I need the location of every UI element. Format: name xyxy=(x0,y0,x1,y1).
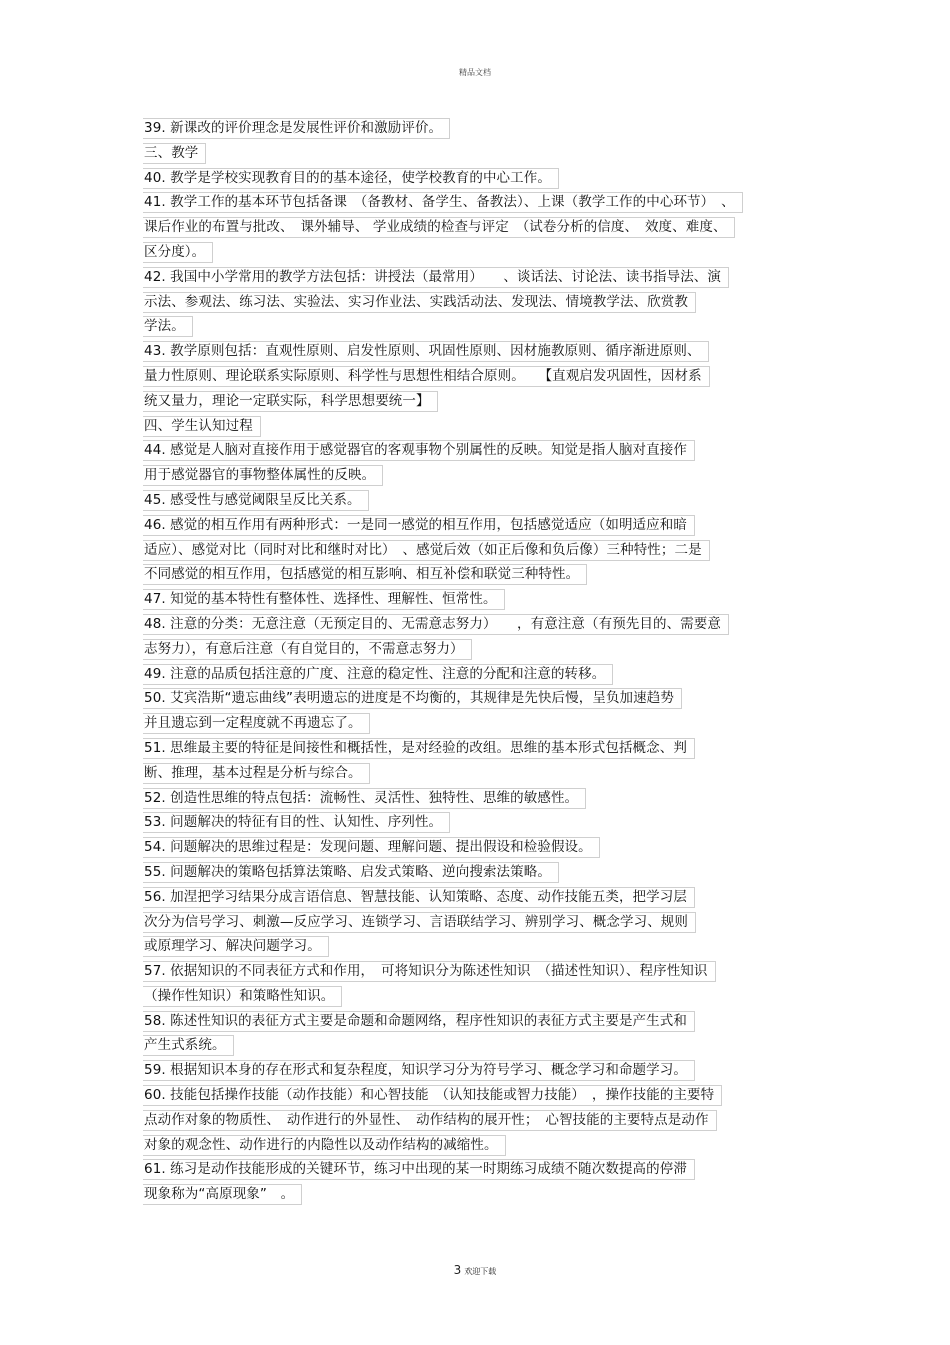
text-line xyxy=(143,588,808,613)
line-text: 47. 知觉的基本特性有整体性、选择性、理解性、恒常性。 xyxy=(144,591,497,608)
line-text: 45. 感受性与感觉阈限呈反比关系。 xyxy=(144,491,361,508)
line-text: 对象的观念性、动作进行的内隐性以及动作结构的减缩性。 xyxy=(144,1136,498,1153)
line-text: 52. 创造性思维的特点包括：流畅性、灵活性、独特性、思维的敏感性。 xyxy=(144,789,579,806)
text-line xyxy=(143,216,808,241)
line-text: 60. 技能包括操作技能（动作技能）和心智技能 （认知技能或智力技能） ，操作技能的主要特 xyxy=(144,1087,715,1104)
line-text: 产生式系统。 xyxy=(144,1037,226,1054)
text-line xyxy=(143,291,808,316)
line-text: 43. 教学原则包括：直观性原则、启发性原则、巩固性原则、因材施教原则、循序渐进原则、 xyxy=(144,343,701,360)
text-line xyxy=(143,836,808,861)
line-text: 51. 思维最主要的特征是间接性和概括性，是对经验的改组。思维的基本形式包括概念、判 xyxy=(144,739,687,756)
text-line xyxy=(143,1134,808,1159)
line-text: 课后作业的布置与批改、 课外辅导、 学业成绩的检查与评定 （试卷分析的信度、 效度、难度、 xyxy=(144,219,727,236)
line-text: 61. 练习是动作技能形成的关键环节，练习中出现的某一时期练习成绩不随次数提高的停滞 xyxy=(144,1161,687,1178)
line-text: 44. 感觉是人脑对直接作用于感觉器官的客观事物个别属性的反映。知觉是指人脑对直接作 xyxy=(144,442,687,459)
text-line xyxy=(143,365,808,390)
text-line xyxy=(143,687,808,712)
line-text: 56. 加涅把学习结果分成言语信息、智慧技能、认知策略、态度、动作技能五类，把学习层 xyxy=(144,888,687,905)
line-text: 59. 根据知识本身的存在形式和复杂程度，知识学习分为符号学习、概念学习和命题学习。 xyxy=(144,1062,687,1079)
line-text: 53. 问题解决的特征有目的性、认知性、序列性。 xyxy=(144,814,443,831)
document-body xyxy=(143,117,808,1208)
text-line xyxy=(143,712,808,737)
page-header: 精品文档 xyxy=(459,68,491,77)
text-line xyxy=(143,762,808,787)
text-line xyxy=(143,539,808,564)
line-text: 41. 教学工作的基本环节包括备课 （备教材、备学生、备教法）、上课（教学工作的中心环节） 、 xyxy=(144,194,735,211)
line-text: 现象称为“高原现象” 。 xyxy=(144,1186,295,1203)
line-text: 46. 感觉的相互作用有两种形式：一是同一感觉的相互作用，包括感觉适应（如明适应和暗 xyxy=(144,516,687,533)
text-line xyxy=(143,489,808,514)
line-text: 三、教学 xyxy=(144,144,199,161)
text-line xyxy=(143,985,808,1010)
line-text: 点动作对象的物质性、 动作进行的外显性、 动作结构的展开性； 心智技能的主要特点是动作 xyxy=(144,1111,709,1128)
text-line xyxy=(143,514,808,539)
line-text: 58. 陈述性知识的表征方式主要是命题和命题网络，程序性知识的表征方式主要是产生式和 xyxy=(144,1012,687,1029)
text-line xyxy=(143,1109,808,1134)
line-text: 55. 问题解决的策略包括算法策略、启发式策略、逆向搜索法策略。 xyxy=(144,863,551,880)
page-number: 3 xyxy=(453,1263,462,1277)
text-line xyxy=(143,1084,808,1109)
line-text: 42. 我国中小学常用的教学方法包括：讲授法（最常用） 、谈话法、讨论法、读书指导法、演 xyxy=(144,268,722,285)
text-line xyxy=(143,464,808,489)
text-line xyxy=(143,935,808,960)
line-text: 量力性原则、理论联系实际原则、科学性与思想性相结合原则。 【直观启发巩固性，因材系 xyxy=(144,367,702,384)
line-text: （操作性知识）和策略性知识。 xyxy=(144,987,335,1004)
text-line xyxy=(143,340,808,365)
line-text: 57. 依据知识的不同表征方式和作用， 可将知识分为陈述性知识 （描述性知识）、程序性知识 xyxy=(144,963,708,980)
line-text: 54. 问题解决的思维过程是：发现问题、理解问题、提出假设和检验假设。 xyxy=(144,839,592,856)
line-text: 50. 艾宾浩斯“遗忘曲线”表明遗忘的进度是不均衡的，其规律是先快后慢，呈负加速趋势 xyxy=(144,690,674,707)
line-text: 并且遗忘到一定程度就不再遗忘了。 xyxy=(144,715,362,732)
text-line xyxy=(143,142,808,167)
line-text: 不同感觉的相互作用，包括感觉的相互影响、相互补偿和联觉三种特性。 xyxy=(144,566,580,583)
line-text: 区分度）。 xyxy=(144,243,206,260)
text-line xyxy=(143,1183,808,1208)
text-line xyxy=(143,811,808,836)
text-line xyxy=(143,1010,808,1035)
text-line xyxy=(143,563,808,588)
text-line xyxy=(143,1158,808,1183)
footer-text: 欢迎下载 xyxy=(464,1267,497,1276)
page-footer xyxy=(0,1259,950,1278)
line-text: 次分为信号学习、刺激—反应学习、连锁学习、言语联结学习、辨别学习、概念学习、规则 xyxy=(144,913,688,930)
text-line xyxy=(143,787,808,812)
text-line xyxy=(143,638,808,663)
text-line xyxy=(143,861,808,886)
text-line xyxy=(143,266,808,291)
line-text: 48. 注意的分类：无意注意（无预定目的、无需意志努力） ，有意注意（有预先目的、需要意 xyxy=(144,615,722,632)
text-line xyxy=(143,117,808,142)
line-text: 40. 教学是学校实现教育目的的基本途径，使学校教育的中心工作。 xyxy=(144,169,551,186)
text-line xyxy=(143,663,808,688)
line-text: 或原理学习、解决问题学习。 xyxy=(144,938,321,955)
text-line xyxy=(143,241,808,266)
text-line xyxy=(143,886,808,911)
text-line xyxy=(143,613,808,638)
text-line xyxy=(143,415,808,440)
line-text: 志努力），有意后注意（有自觉目的，不需意志努力） xyxy=(144,640,464,657)
text-line xyxy=(143,191,808,216)
line-text: 四、学生认知过程 xyxy=(144,417,253,434)
line-text: 统又量力，理论一定联实际，科学思想要统一】 xyxy=(144,392,430,409)
line-text: 示法、参观法、练习法、实验法、实习作业法、实践活动法、发现法、情境教学法、欣赏教 xyxy=(144,293,688,310)
text-line xyxy=(143,439,808,464)
line-text: 适应）、感觉对比（同时对比和继时对比） 、感觉后效（如正后像和负后像）三种特性；二是 xyxy=(144,541,702,558)
line-text: 断、推理，基本过程是分析与综合。 xyxy=(144,764,362,781)
line-text: 39. 新课改的评价理念是发展性评价和激励评价。 xyxy=(144,120,443,136)
text-line xyxy=(143,911,808,936)
text-line xyxy=(143,1059,808,1084)
text-line xyxy=(143,167,808,192)
text-line xyxy=(143,960,808,985)
text-line xyxy=(143,737,808,762)
line-text: 学法。 xyxy=(144,318,185,335)
line-text: 用于感觉器官的事物整体属性的反映。 xyxy=(144,467,376,484)
text-line xyxy=(143,390,808,415)
text-line xyxy=(143,315,808,340)
text-line xyxy=(143,1034,808,1059)
line-text: 49. 注意的品质包括注意的广度、注意的稳定性、注意的分配和注意的转移。 xyxy=(144,665,606,682)
